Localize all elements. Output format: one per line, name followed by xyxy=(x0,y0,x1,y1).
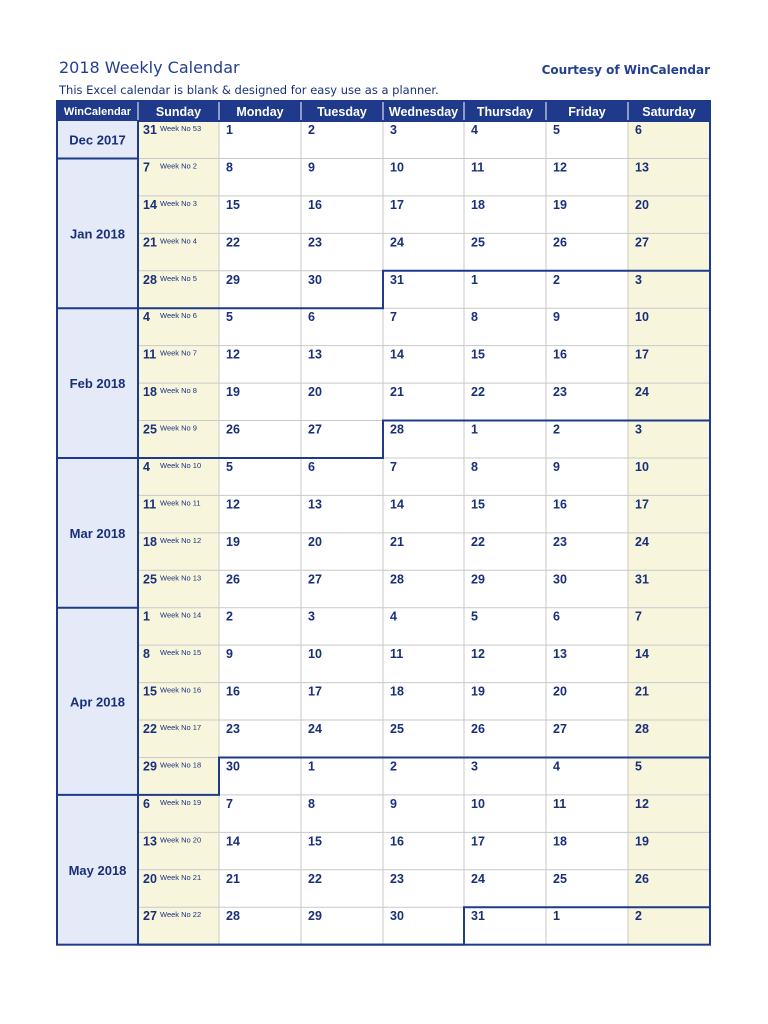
day-number: 5 xyxy=(553,123,560,137)
day-number: 28 xyxy=(390,572,404,587)
day-header-friday: Friday xyxy=(568,105,606,119)
day-number: 25 xyxy=(471,235,485,250)
week-number-label: Week No 22 xyxy=(160,910,202,920)
week-number-label: Week No 9 xyxy=(160,423,197,433)
day-number: 6 xyxy=(143,796,150,811)
day-number: 22 xyxy=(308,871,322,886)
day-number: 30 xyxy=(308,272,322,287)
week-number-label: Week No 17 xyxy=(160,723,202,733)
day-number: 1 xyxy=(471,422,478,437)
day-number: 24 xyxy=(308,722,322,737)
day-number: 10 xyxy=(635,459,649,474)
day-number: 17 xyxy=(635,497,649,512)
day-number: 10 xyxy=(471,796,485,811)
week-number-label: Week No 14 xyxy=(160,610,202,620)
day-number: 28 xyxy=(635,722,649,737)
day-number: 4 xyxy=(471,123,478,137)
day-number: 21 xyxy=(390,385,404,400)
day-number: 4 xyxy=(143,459,150,474)
day-number: 4 xyxy=(143,310,150,325)
day-number: 8 xyxy=(308,796,315,811)
day-number: 4 xyxy=(390,609,397,624)
day-number: 6 xyxy=(553,609,560,624)
day-number: 24 xyxy=(390,235,404,250)
day-number: 13 xyxy=(308,347,322,362)
day-number: 17 xyxy=(635,347,649,362)
day-number: 17 xyxy=(308,684,322,699)
day-number: 28 xyxy=(390,422,404,437)
day-number: 18 xyxy=(143,385,157,400)
day-number: 1 xyxy=(308,759,315,774)
day-number: 13 xyxy=(308,497,322,512)
day-number: 29 xyxy=(308,909,322,924)
day-number: 17 xyxy=(471,834,485,849)
month-boundary-line xyxy=(138,907,710,944)
week-number-label: Week No 12 xyxy=(160,535,202,545)
day-number: 14 xyxy=(390,497,404,512)
month-boundary-line xyxy=(138,757,710,794)
day-number: 10 xyxy=(308,647,322,662)
day-number: 6 xyxy=(635,123,642,137)
month-boundary-line xyxy=(138,271,710,308)
day-number: 21 xyxy=(635,684,649,699)
day-number: 28 xyxy=(143,272,157,287)
day-number: 5 xyxy=(226,310,233,325)
day-number: 3 xyxy=(308,609,315,624)
day-number: 14 xyxy=(390,347,404,362)
week-number-label: Week No 10 xyxy=(160,460,202,470)
day-number: 18 xyxy=(390,684,404,699)
week-number-label: Week No 6 xyxy=(160,311,197,321)
day-number: 8 xyxy=(471,310,478,325)
day-number: 27 xyxy=(143,909,157,924)
day-number: 25 xyxy=(143,572,157,587)
day-number: 21 xyxy=(226,871,240,886)
day-number: 24 xyxy=(471,871,485,886)
day-number: 26 xyxy=(553,235,567,250)
day-number: 19 xyxy=(226,385,240,400)
day-number: 19 xyxy=(635,834,649,849)
day-number: 7 xyxy=(390,459,397,474)
month-label: Mar 2018 xyxy=(69,525,126,541)
day-number: 20 xyxy=(143,871,157,886)
day-number: 17 xyxy=(390,197,404,212)
day-number: 7 xyxy=(635,609,642,624)
day-number: 7 xyxy=(143,160,150,175)
day-number: 22 xyxy=(471,534,485,549)
day-number: 5 xyxy=(635,759,642,774)
day-number: 2 xyxy=(635,909,642,924)
day-number: 25 xyxy=(143,422,157,437)
day-number: 30 xyxy=(226,759,240,774)
day-number: 3 xyxy=(390,123,397,137)
day-number: 15 xyxy=(226,197,240,212)
week-number-label: Week No 13 xyxy=(160,573,202,583)
day-number: 23 xyxy=(390,871,404,886)
day-number: 20 xyxy=(308,385,322,400)
day-number: 1 xyxy=(143,609,150,624)
day-number: 8 xyxy=(471,459,478,474)
day-number: 24 xyxy=(635,534,649,549)
day-number: 16 xyxy=(308,197,322,212)
page-subtitle: This Excel calendar is blank & designed for easy use as a planner. xyxy=(59,83,439,97)
day-header-wednesday: Wednesday xyxy=(388,105,459,119)
day-number: 19 xyxy=(553,197,567,212)
day-number: 14 xyxy=(143,197,157,212)
day-number: 7 xyxy=(390,310,397,325)
day-number: 15 xyxy=(471,347,485,362)
day-number: 26 xyxy=(226,422,240,437)
week-number-label: Week No 20 xyxy=(160,835,202,845)
day-number: 5 xyxy=(226,459,233,474)
day-number: 3 xyxy=(635,422,642,437)
week-number-label: Week No 19 xyxy=(160,797,202,807)
day-number: 13 xyxy=(635,160,649,175)
day-number: 22 xyxy=(226,235,240,250)
week-number-label: Week No 21 xyxy=(160,872,202,882)
month-boundary-line xyxy=(138,421,710,458)
week-number-label: Week No 8 xyxy=(160,386,197,396)
day-number: 27 xyxy=(635,235,649,250)
day-number: 3 xyxy=(635,272,642,287)
day-number: 16 xyxy=(553,347,567,362)
day-header-sunday: Sunday xyxy=(155,105,202,119)
day-number: 15 xyxy=(308,834,322,849)
day-number: 16 xyxy=(226,684,240,699)
day-number: 20 xyxy=(308,534,322,549)
day-number: 8 xyxy=(143,647,150,662)
week-number-label: Week No 4 xyxy=(160,236,197,246)
day-number: 29 xyxy=(143,759,157,774)
day-number: 8 xyxy=(226,160,233,175)
week-number-label: Week No 5 xyxy=(160,273,197,283)
day-number: 9 xyxy=(553,459,560,474)
week-number-label: Week No 18 xyxy=(160,760,202,770)
day-number: 23 xyxy=(226,722,240,737)
day-number: 14 xyxy=(226,834,240,849)
day-number: 13 xyxy=(143,834,157,849)
day-number: 25 xyxy=(553,871,567,886)
day-number: 29 xyxy=(226,272,240,287)
day-number: 22 xyxy=(143,722,157,737)
day-number: 9 xyxy=(390,796,397,811)
day-number: 9 xyxy=(553,310,560,325)
month-label: May 2018 xyxy=(68,862,127,878)
day-number: 27 xyxy=(308,572,322,587)
page-title: 2018 Weekly Calendar xyxy=(59,58,240,77)
day-number: 1 xyxy=(471,272,478,287)
day-number: 20 xyxy=(635,197,649,212)
day-number: 18 xyxy=(143,534,157,549)
day-number: 16 xyxy=(553,497,567,512)
day-number: 11 xyxy=(143,497,157,512)
day-number: 1 xyxy=(226,123,233,137)
day-number: 24 xyxy=(635,385,649,400)
month-label: Feb 2018 xyxy=(69,376,126,392)
day-header-tuesday: Tuesday xyxy=(317,105,367,119)
day-number: 11 xyxy=(143,347,157,362)
day-number: 23 xyxy=(553,385,567,400)
day-number: 6 xyxy=(308,459,315,474)
day-number: 3 xyxy=(471,759,478,774)
day-number: 2 xyxy=(308,123,315,137)
day-number: 10 xyxy=(635,310,649,325)
day-number: 19 xyxy=(226,534,240,549)
day-number: 21 xyxy=(143,235,157,250)
day-number: 5 xyxy=(471,609,478,624)
month-label: Dec 2017 xyxy=(69,132,126,148)
day-number: 15 xyxy=(471,497,485,512)
day-number: 27 xyxy=(308,422,322,437)
day-number: 12 xyxy=(226,497,240,512)
day-number: 15 xyxy=(143,684,157,699)
day-number: 31 xyxy=(635,572,649,587)
day-number: 25 xyxy=(390,722,404,737)
day-number: 10 xyxy=(390,160,404,175)
day-header-saturday: Saturday xyxy=(642,105,696,119)
day-number: 11 xyxy=(390,647,404,662)
day-number: 26 xyxy=(471,722,485,737)
day-number: 12 xyxy=(635,796,649,811)
day-number: 4 xyxy=(553,759,560,774)
day-number: 12 xyxy=(553,160,567,175)
month-label: Apr 2018 xyxy=(70,694,125,710)
day-number: 26 xyxy=(635,871,649,886)
day-number: 14 xyxy=(635,647,649,662)
day-number: 26 xyxy=(226,572,240,587)
day-header-monday: Monday xyxy=(236,105,284,119)
day-number: 28 xyxy=(226,909,240,924)
day-number: 30 xyxy=(390,909,404,924)
day-number: 16 xyxy=(390,834,404,849)
day-number: 13 xyxy=(553,647,567,662)
week-number-label: Week No 11 xyxy=(160,498,201,508)
day-number: 2 xyxy=(553,422,560,437)
month-boundary-line xyxy=(138,121,710,158)
day-number: 1 xyxy=(553,909,560,924)
day-number: 18 xyxy=(471,197,485,212)
week-number-label: Week No 3 xyxy=(160,198,197,208)
corner-label: WinCalendar xyxy=(63,106,132,118)
day-number: 19 xyxy=(471,684,485,699)
day-number: 12 xyxy=(226,347,240,362)
day-number: 22 xyxy=(471,385,485,400)
day-number: 23 xyxy=(553,534,567,549)
day-number: 11 xyxy=(553,796,567,811)
week-number-label: Week No 53 xyxy=(160,124,202,133)
day-number: 2 xyxy=(390,759,397,774)
day-number: 7 xyxy=(226,796,233,811)
day-number: 29 xyxy=(471,572,485,587)
day-number: 27 xyxy=(553,722,567,737)
day-number: 2 xyxy=(553,272,560,287)
month-label: Jan 2018 xyxy=(70,226,125,242)
day-number: 30 xyxy=(553,572,567,587)
day-number: 20 xyxy=(553,684,567,699)
week-number-label: Week No 15 xyxy=(160,648,202,658)
day-number: 12 xyxy=(471,647,485,662)
week-number-label: Week No 7 xyxy=(160,348,197,358)
day-number: 18 xyxy=(553,834,567,849)
day-number: 21 xyxy=(390,534,404,549)
day-number: 11 xyxy=(471,160,485,175)
day-number: 31 xyxy=(143,123,157,137)
week-number-label: Week No 16 xyxy=(160,685,202,695)
day-number: 31 xyxy=(390,272,404,287)
day-number: 31 xyxy=(471,909,485,924)
day-number: 6 xyxy=(308,310,315,325)
courtesy-link[interactable]: Courtesy of WinCalendar xyxy=(541,63,710,77)
day-header-thursday: Thursday xyxy=(476,105,534,119)
day-number: 9 xyxy=(308,160,315,175)
week-number-label: Week No 2 xyxy=(160,161,197,171)
day-number: 9 xyxy=(226,647,233,662)
day-number: 23 xyxy=(308,235,322,250)
day-number: 2 xyxy=(226,609,233,624)
